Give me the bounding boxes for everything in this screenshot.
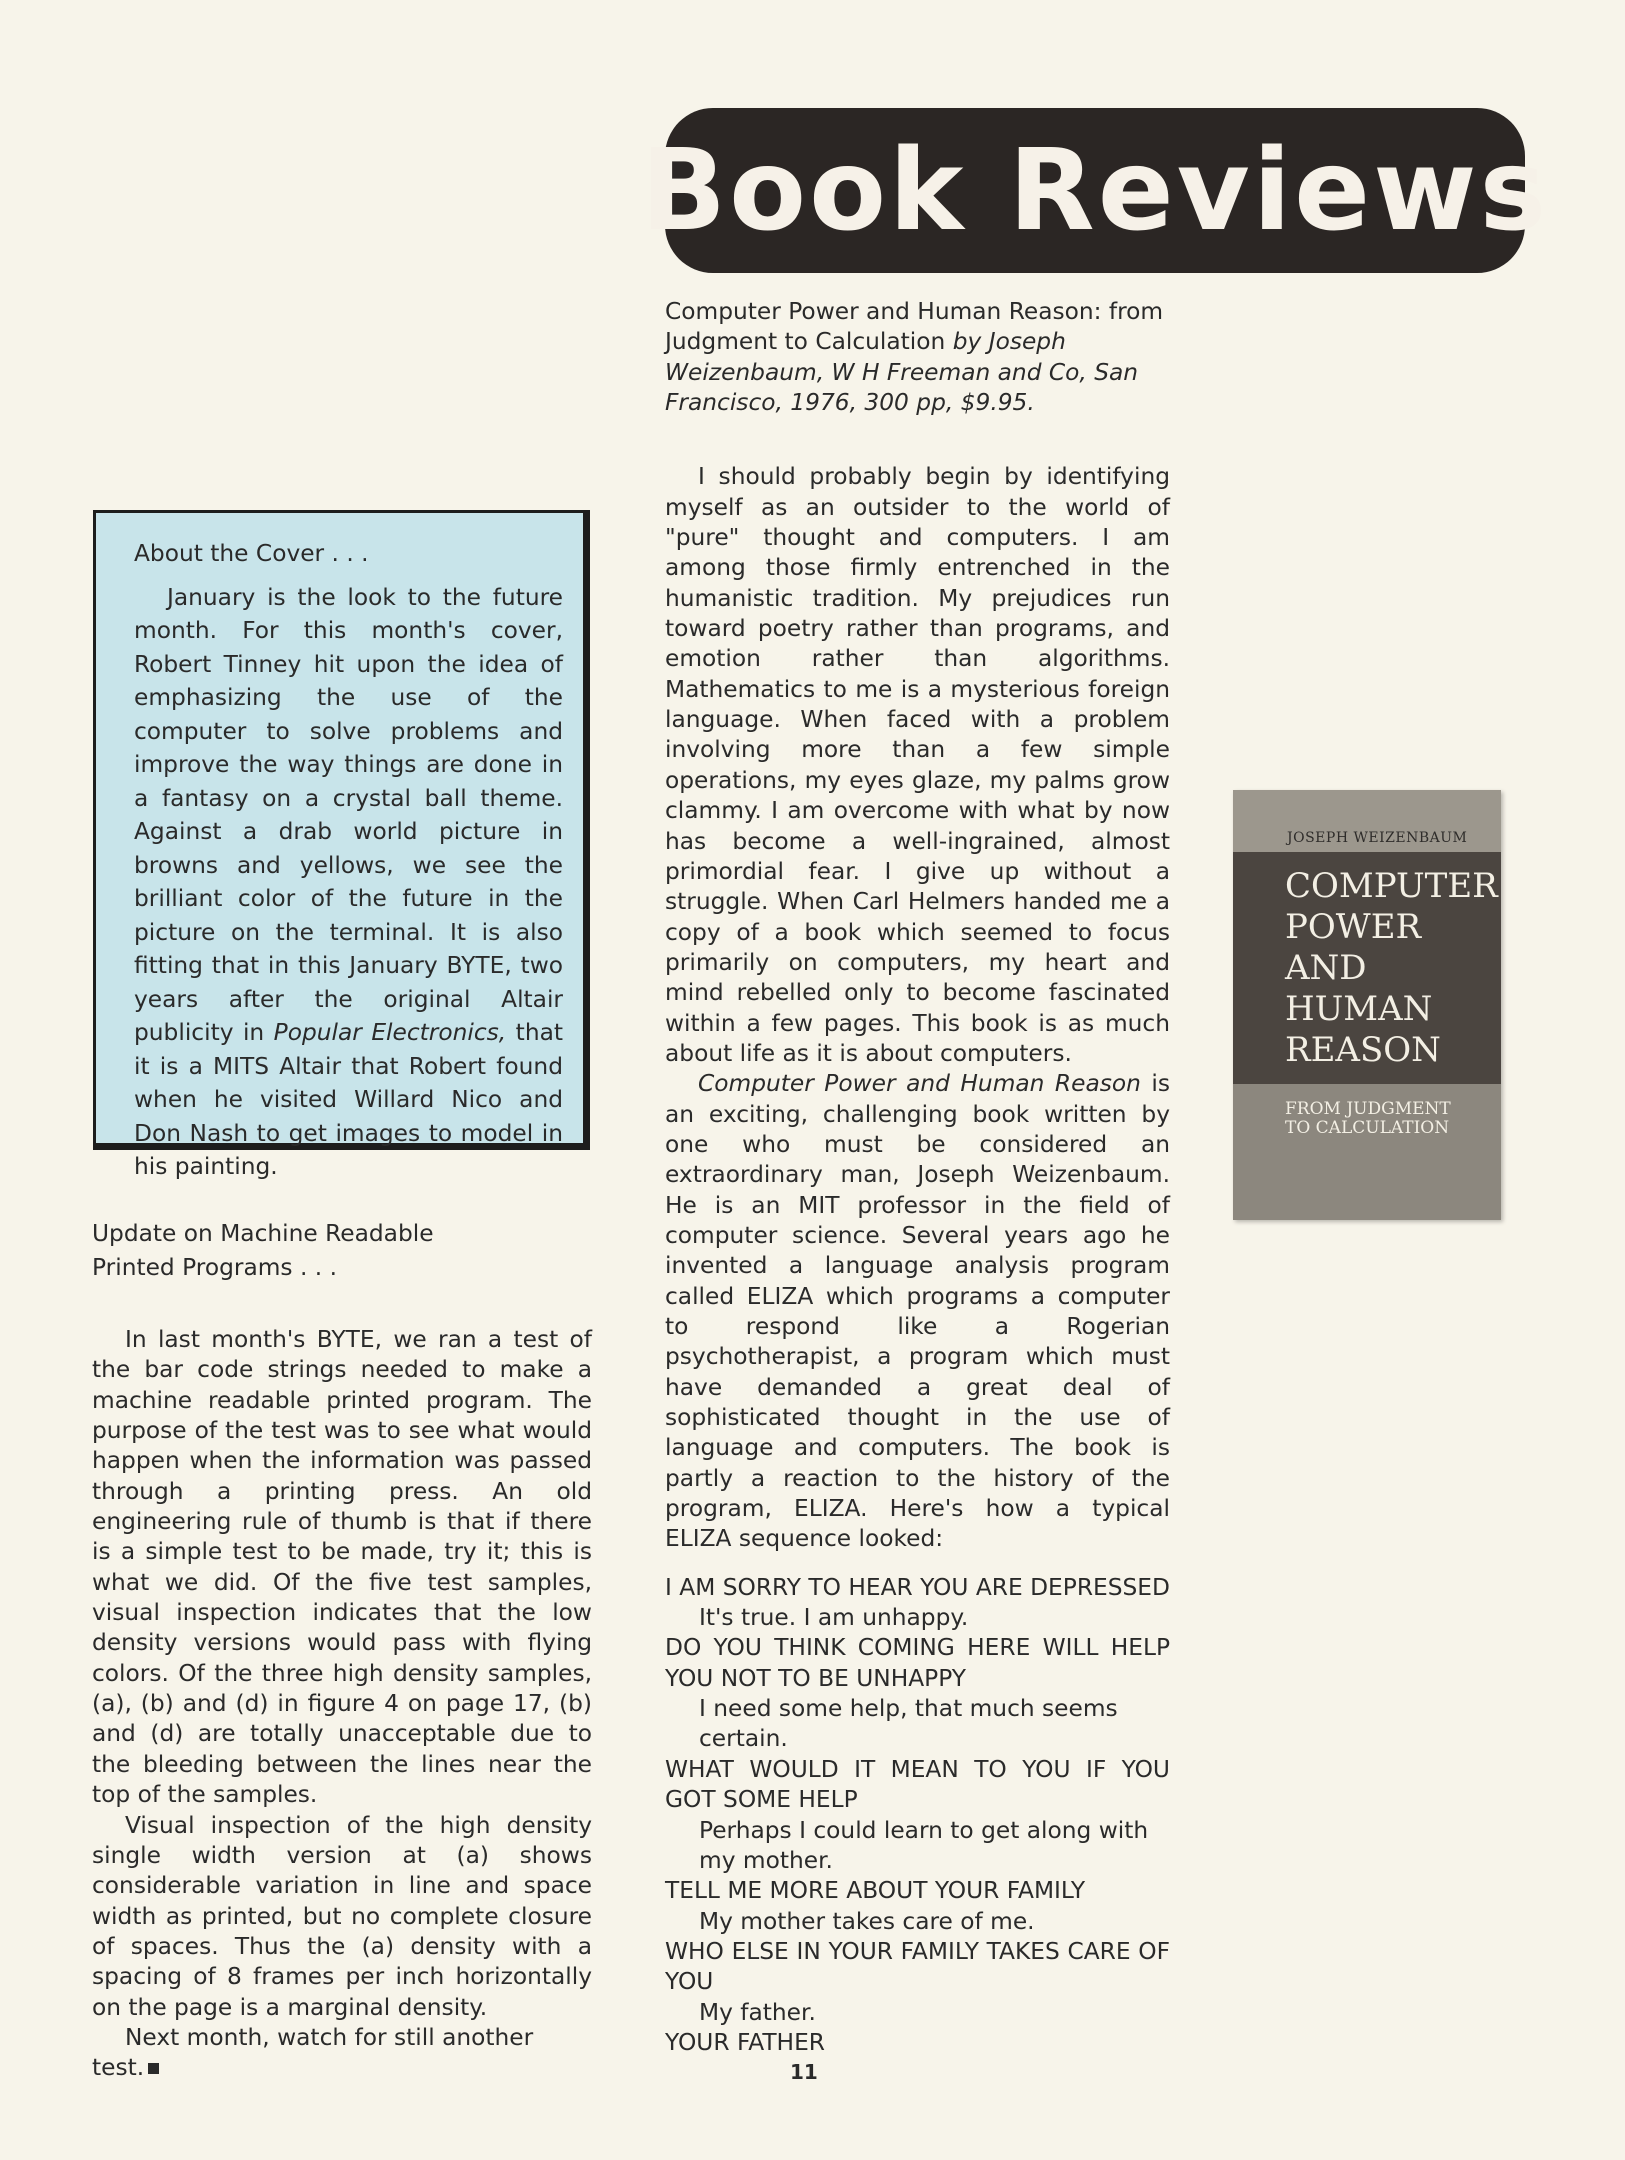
cover-subtitle-line: FROM JUDGMENT bbox=[1285, 1099, 1451, 1119]
eliza-prompt: YOUR FATHER bbox=[665, 2028, 825, 2056]
cover-author-band bbox=[1233, 790, 1501, 852]
cover-subtitle-line: TO CALCULATION bbox=[1285, 1118, 1450, 1138]
about-paragraph bbox=[134, 581, 563, 1184]
about-text: January is the look to the future month. For this month's cover, Robert Tinney hit upon the idea of emphasizing the use of the computer to solve problems and improve the way things are done in a fantasy on a crystal ball theme. Against a drab world picture in browns and yellows, we see the brilliant color of the future in the picture on the terminal. It is also fitting that in this January BYTE, two years after the original Altair publicity in bbox=[134, 583, 563, 1046]
update-column bbox=[92, 1217, 592, 2084]
review-column bbox=[665, 297, 1170, 2058]
eliza-reply: Perhaps I could learn to get along with my mother. bbox=[699, 1816, 1149, 1874]
eliza-prompt: WHO ELSE IN YOUR FAMILY TAKES CARE OF YOU bbox=[665, 1937, 1170, 1996]
update-heading-line: Update on Machine Readable bbox=[92, 1220, 434, 1247]
update-paragraph bbox=[92, 2023, 592, 2084]
banner-title: Book Reviews bbox=[640, 125, 1550, 256]
eliza-reply: It's true. I am unhappy. bbox=[699, 1604, 969, 1632]
review-paragraph bbox=[665, 1069, 1170, 1555]
cover-title-line: COMPUTER bbox=[1285, 866, 1498, 906]
about-text: that it is a MITS Altair that Robert found when he visited Willard Nico and Don Nash to get images to model in his painting. bbox=[134, 1019, 563, 1180]
update-heading-line: Printed Programs . . . bbox=[92, 1254, 337, 1281]
cover-title-line: AND bbox=[1285, 948, 1367, 988]
update-closing-text: Next month, watch for still another test. bbox=[92, 2023, 534, 2082]
cover-title-line: HUMAN bbox=[1285, 989, 1433, 1029]
review-paragraph-text: is an exciting, challenging book written by one who must be considered an extraordinary man, Joseph Weizenbaum. He is an MIT professor in the field of computer science. Several years ago he invented a language analysis program called ELIZA which programs a computer to respond like a Rogerian psychotherapist, a program which must have demanded a great deal of sophisticated thought in the use of language and computers. The book is partly a reaction to the history of the program, ELIZA. Here's how a typical ELIZA sequence looked: bbox=[665, 1070, 1170, 1553]
eliza-dialogue bbox=[665, 1573, 1170, 2059]
eliza-reply: I need some help, that much seems certain. bbox=[699, 1695, 1118, 1753]
about-the-cover-box bbox=[93, 510, 590, 1180]
book-citation bbox=[665, 297, 1170, 418]
update-paragraph: Visual inspection of the high density single width version at (a) shows considerable variation in line and space width as printed, but no complete closure of spaces. Thus the (a) density with a spacing of 8 frames per inch horizontally on the page is a marginal density. bbox=[92, 1811, 592, 2021]
book-publication-info: by Joseph Weizenbaum, W H Freeman and Co, San Francisco, 1976, 300 pp, $9.95. bbox=[665, 328, 1139, 417]
about-italic-title: Popular Electronics, bbox=[273, 1019, 507, 1046]
eliza-prompt: DO YOU THINK COMING HERE WILL HELP YOU NOT TO BE UNHAPPY bbox=[665, 1634, 1170, 1692]
eliza-reply: My father. bbox=[699, 1998, 816, 2026]
cover-author: JOSEPH WEIZENBAUM bbox=[1287, 830, 1468, 846]
cover-title-line: POWER bbox=[1285, 907, 1422, 947]
cover-title-line: REASON bbox=[1285, 1030, 1441, 1070]
update-heading bbox=[92, 1217, 592, 1285]
book-cover-image bbox=[1233, 790, 1501, 1220]
update-paragraph: In last month's BYTE, we ran a test of the bar code strings needed to make a machine readable printed program. The purpose of the test was to see what would happen when the information was passed through a printing press. An old engineering rule of thumb is that if there is a simple test to be made, try it; this is what we did. Of the five test samples, visual inspection indicates that the low density versions would pass with flying colors. Of the three high density samples, (a), (b) and (d) in figure 4 on page 17, (b) and (d) are totally unacceptable due to the bleeding between the lines near the top of the samples. bbox=[92, 1326, 592, 1809]
eliza-prompt: I AM SORRY TO HEAR YOU ARE DEPRESSED bbox=[665, 1573, 1170, 1601]
cover-title bbox=[1285, 866, 1501, 1071]
eliza-prompt: TELL ME MORE ABOUT YOUR FAMILY bbox=[665, 1877, 1086, 1905]
end-mark-icon bbox=[148, 2063, 159, 2074]
eliza-prompt: WHAT WOULD IT MEAN TO YOU IF YOU GOT SOME HELP bbox=[665, 1755, 1170, 1814]
book-reviews-banner bbox=[640, 108, 1550, 273]
cover-subtitle-band bbox=[1233, 1084, 1501, 1220]
book-title: Computer Power and Human Reason: from Judgment to Calculation bbox=[665, 298, 1164, 356]
about-heading: About the Cover . . . bbox=[134, 540, 369, 567]
eliza-reply: My mother takes care of me. bbox=[699, 1907, 1035, 1935]
page-number: 11 bbox=[790, 2060, 818, 2084]
cover-title-band bbox=[1233, 852, 1501, 1084]
cover-subtitle bbox=[1285, 1100, 1501, 1138]
review-book-title: Computer Power and Human Reason bbox=[698, 1070, 1141, 1098]
review-paragraph: I should probably begin by identifying myself as an outsider to the world of "pure" thought and computers. I am among those firmly entrenched in the humanistic tradition. My prejudices run toward poetry rather than programs, and emotion rather than algorithms. Mathematics to me is a mysterious foreign language. When faced with a problem involving more than a few simple operations, my eyes glaze, my palms grow clammy. I am overcome with what by now has become a well-ingrained, almost primordial fear. I give up without a struggle. When Carl Helmers handed me a copy of a book which seemed to focus primarily on computers, my heart and mind rebelled only to become fascinated within a few pages. This book is as much about life as it is about computers. bbox=[665, 463, 1170, 1067]
